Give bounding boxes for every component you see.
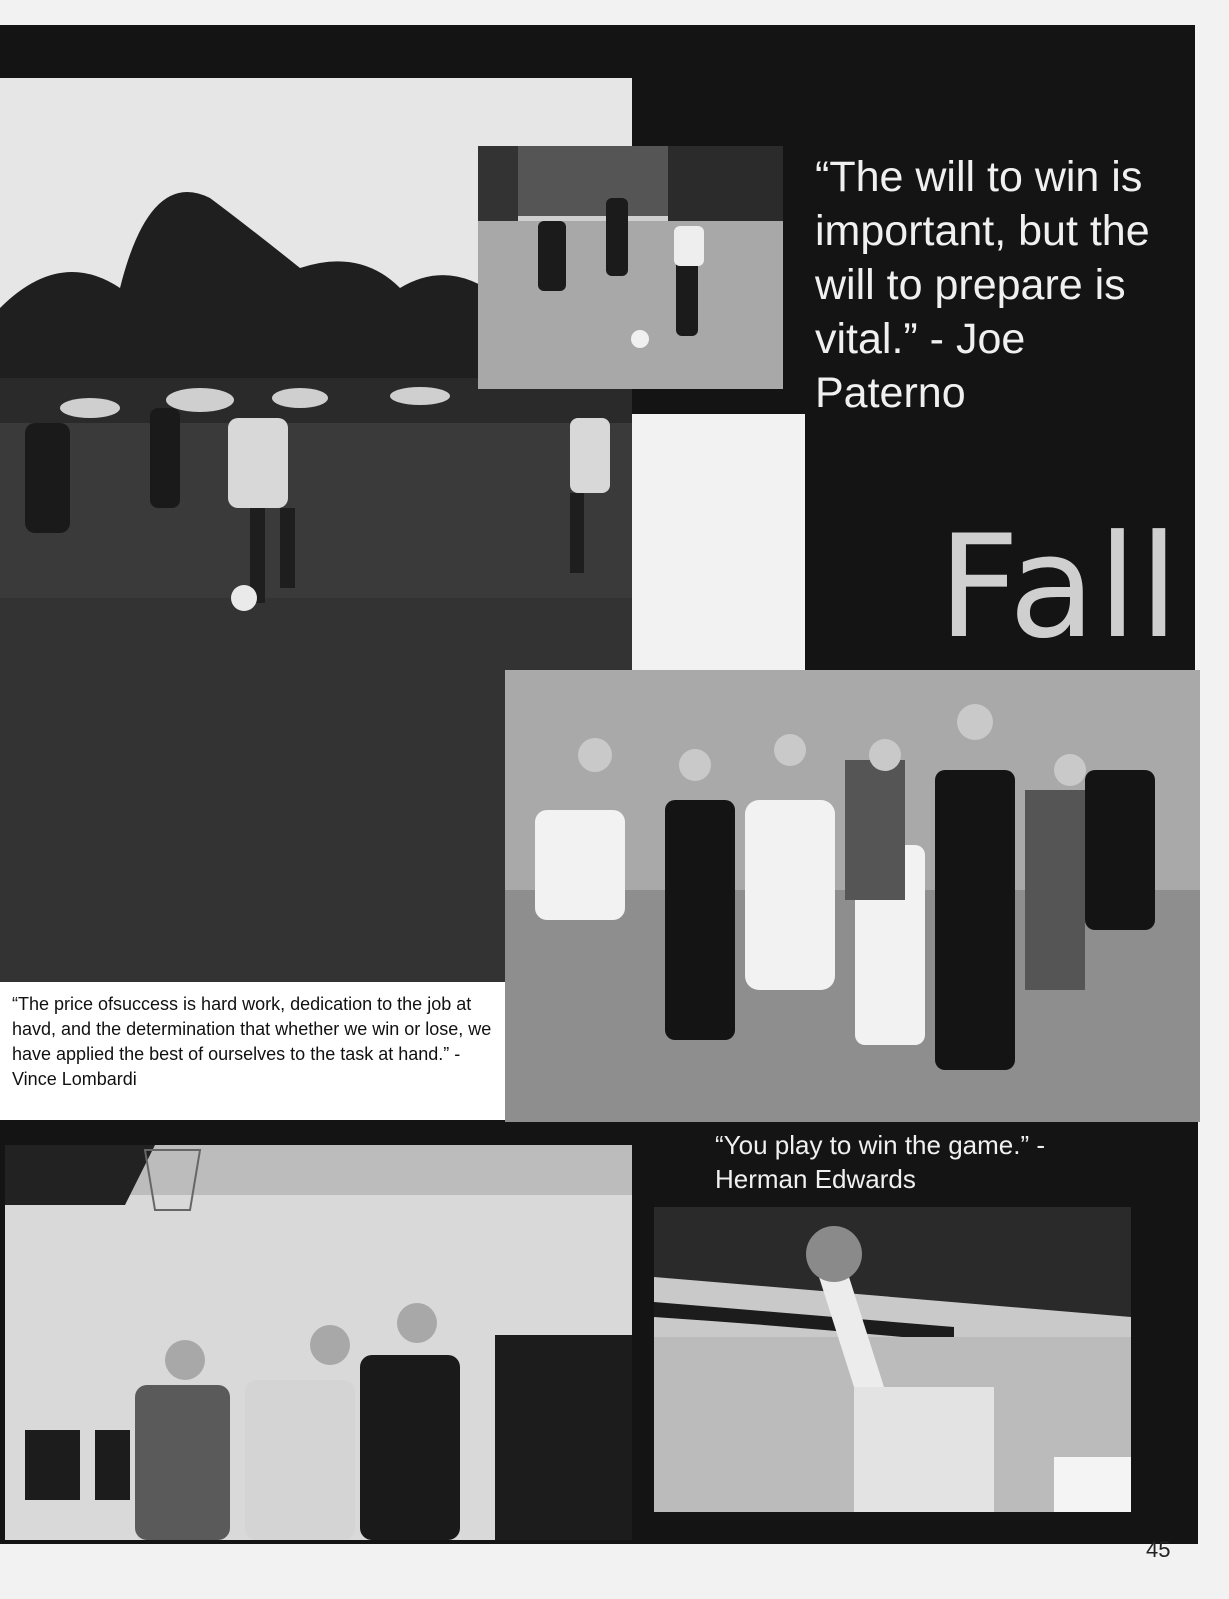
- soccer-game-photo-small: [478, 146, 783, 389]
- page-number: 45: [1146, 1537, 1171, 1562]
- lombardi-quote: “The price ofsuccess is hard work, dedication to the job at havd, and the determination that whether we win or lose, we have applied the best of ourselves to the task at hand.” - Vince Lombardi: [0, 982, 505, 1120]
- paterno-quote: “The will to win is important, but the will to prepare is vital.” - Joe Paterno: [815, 153, 1150, 417]
- basketball-shot-photo: [654, 1207, 1131, 1512]
- edwards-quote: “You play to win the game.” - Herman Edwards: [715, 1130, 1045, 1194]
- basketball-huddle-photo: [505, 670, 1200, 1122]
- section-title: Fall: [938, 505, 1181, 670]
- top-dark-band: [0, 25, 805, 78]
- basketball-jumpball-photo: [5, 1145, 632, 1540]
